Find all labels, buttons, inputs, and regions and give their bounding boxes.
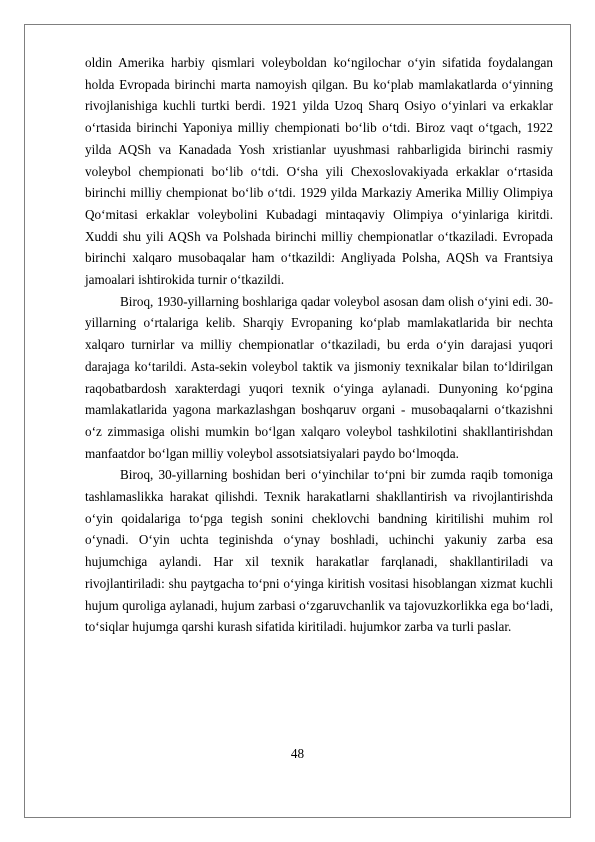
page-number: 48 — [290, 746, 305, 761]
paragraph-3: Biroq, 30-yillarning boshidan beri o‘yinchilar to‘pni bir zumda raqib tomoniga tashlamaslikka harakat qilishdi. Texnik harakatlarni shakllantirish va rivojlantirishda o‘yin qoidalariga to‘pga tegish sonini cheklovchi bandning kiritilishi muhim rol o‘ynadi. O‘yin uchta teginishda o‘ynay boshladi, uchinchi yakuniy zarba esa hujumchiga aylandi. Har xil texnik harakatlar farqlanadi, shakllantiriladi va rivojlantiriladi: shu paytgacha to‘pni o‘yinga kiritish vositasi hisoblangan xizmat kuchli hujum quroliga aylanadi, hujum zarbasi o‘zgaruvchanlik va tajovuzkorlikka ega bo‘ladi, to‘siqlar hujumga qarshi kurash sifatida kiritiladi. hujumkor zarba va turli paslar. — [85, 467, 553, 635]
paragraph-1: oldin Amerika harbiy qismlari voleyboldan ko‘ngilochar o‘yin sifatida foydalangan holda Evropada birinchi marta namoyish qilgan. Bu ko‘plab mamlakatlarda o‘yinning rivojlanishiga kuchli turtki berdi. 1921 yilda Uzoq Sharq Osiyo o‘yinlari va erkaklar o‘rtasida birinchi Yaponiya milliy chempionati bo‘lib o‘tdi. Biroz vaqt o‘tgach, 1922 yilda AQSh va Kanadada Yosh xristianlar uyushmasi rahbarligida birinchi rasmiy voleybol chempionati bo‘lib o‘tdi. O‘sha yili Chexoslovakiyada erkaklar o‘rtasida birinchi milliy chempionat bo‘lib o‘tdi. 1929 yilda Markaziy Amerika Milliy Olimpiya Qo‘mitasi erkaklar voleybolini Kubadagi mintaqaviy Olimpiya o‘yinlariga kiritdi. Xuddi shu yili AQSh va Polshada birinchi milliy chempionatlar o‘tkaziladi. Evropada birinchi xalqaro musobaqalar ham o‘tkazildi: Angliyada Polsha, AQSh va Frantsiya jamoalari ishtirokida turnir o‘tkazildi. — [85, 55, 553, 288]
document-body — [85, 52, 553, 638]
paragraph-2: Biroq, 1930-yillarning boshlariga qadar voleybol asosan dam olish o‘yini edi. 30-yillarning o‘rtalariga kelib. Sharqiy Evropaning ko‘plab mamlakatlarida bir nechta xalqaro turnirlar va milliy chempionatlar o‘tkaziladi, bu erda o‘yin darajasi yuqori darajaga ko‘tarildi. Asta-sekin voleybol taktik va jismoniy texnikalar bilan to‘ldirilgan raqobatbardosh xarakterdagi yuqori texnik o‘yinga aylanadi. Dunyoning ko‘pgina mamlakatlarida yagona markazlashgan boshqaruv organi - musobaqalarni o‘tkazishni o‘z zimmasiga olishi mumkin bo‘lgan xalqaro voleybol tashkilotini shakllantirishdan manfaatdor bo‘lgan milliy voleybol assotsiatsiyalari paydo bo‘lmoqda. — [85, 293, 553, 461]
